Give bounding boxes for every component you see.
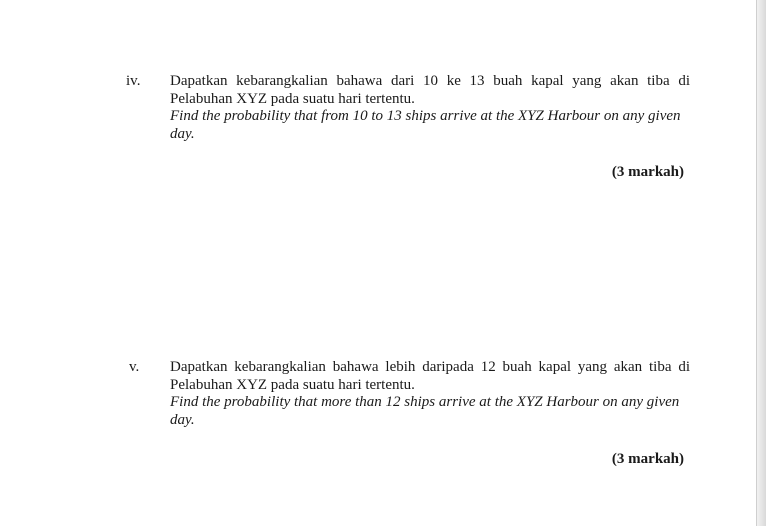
page-edge bbox=[756, 0, 766, 526]
question-text-english: Find the probability that from 10 to 13 ships arrive at the XYZ Harbour on any given day. bbox=[170, 108, 681, 142]
question-number: iv. bbox=[126, 73, 141, 89]
question-text bbox=[170, 359, 690, 429]
question-number: v. bbox=[129, 359, 140, 375]
question-text-malay: Dapatkan kebarangkalian bahawa dari 10 ke 13 buah kapal yang akan tiba di Pelabuhan XYZ pada suatu hari tertentu. bbox=[170, 73, 690, 107]
question-text-english: Find the probability that more than 12 ships arrive at the XYZ Harbour on any given day. bbox=[170, 394, 680, 428]
marks-label: (3 markah) bbox=[611, 164, 684, 180]
marks-label: (3 markah) bbox=[611, 451, 684, 467]
question-text bbox=[170, 73, 690, 143]
question-text-malay: Dapatkan kebarangkalian bahawa lebih daripada 12 buah kapal yang akan tiba di Pelabuhan XYZ pada suatu hari tertentu. bbox=[170, 359, 690, 393]
